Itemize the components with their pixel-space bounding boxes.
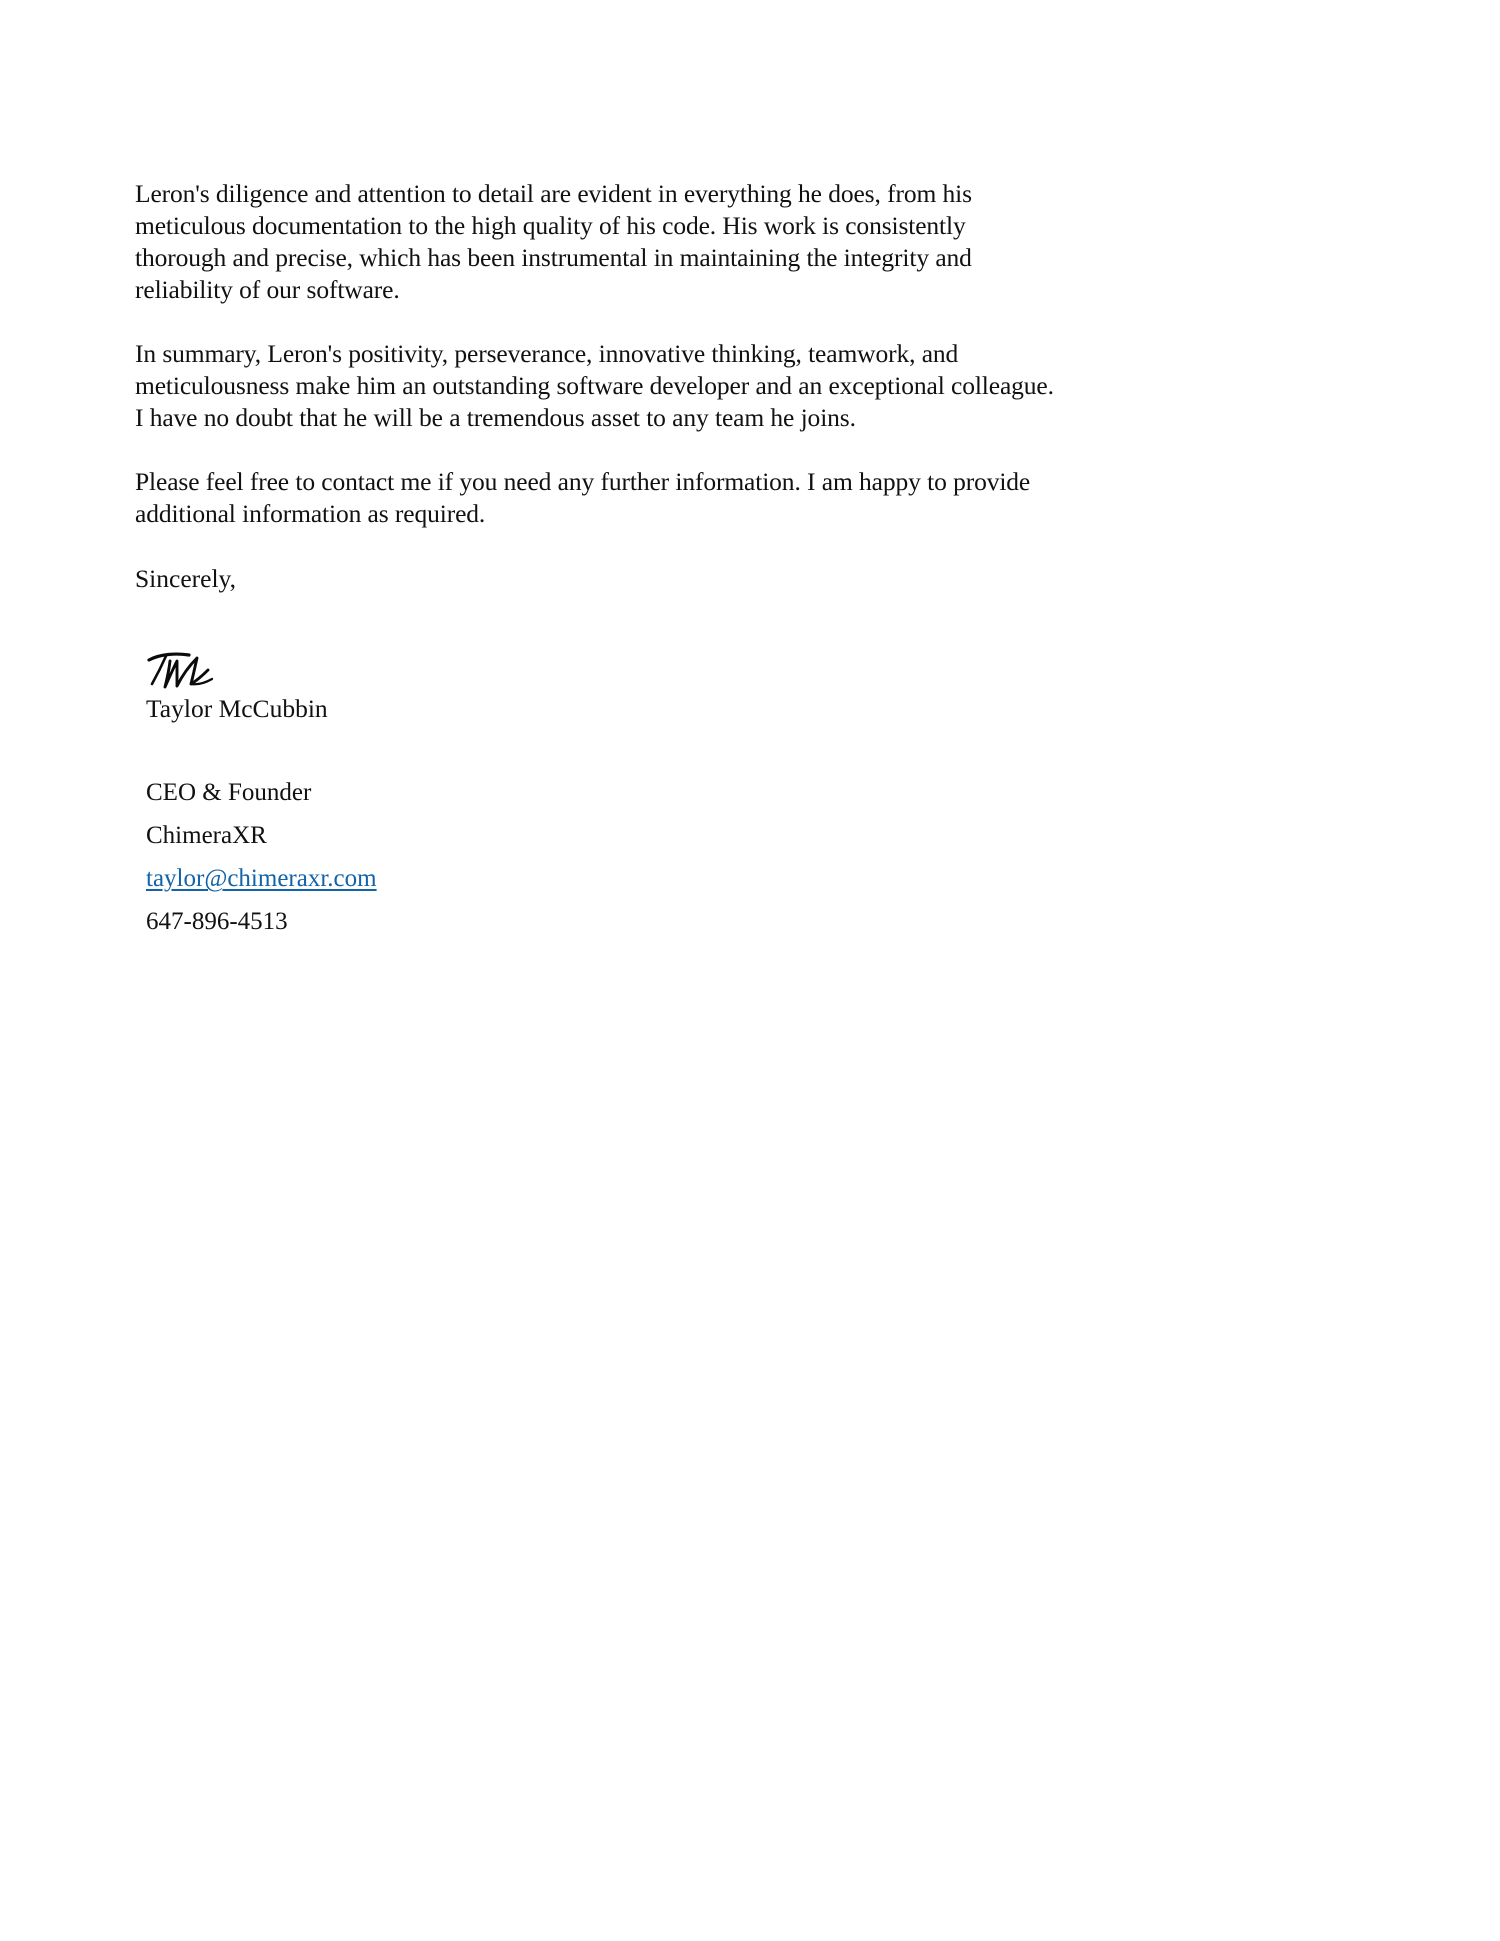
paragraph-summary: In summary, Leron's positivity, perseverance, innovative thinking, teamwork, and meticulousness make him an outstanding software developer and an exceptional colleague. I have no doubt that he will be a tremendous asset to any team he joins. [135,339,1054,432]
signer-name: Taylor McCubbin [146,694,328,723]
contact-company: ChimeraXR [146,822,267,849]
closing-salutation: Sincerely, [135,564,237,593]
contact-phone: 647-896-4513 [146,908,288,935]
paragraph-contact-offer: Please feel free to contact me if you need any further information. I am happy to provide additional information as required. [135,467,1031,528]
email-link[interactable]: taylor@chimeraxr.com [146,865,377,892]
contact-email-line [146,864,746,894]
letter-body [135,178,1060,530]
contact-block [146,778,746,937]
signature-block [146,648,746,724]
signature-icon [146,648,216,692]
paragraph-diligence: Leron's diligence and attention to detail are evident in everything he does, from his meticulous documentation to the high quality of his code. His work is consistently thorough and precise, which has been instrumental in maintaining the integrity and reliability of our software. [135,179,972,304]
contact-title: CEO & Founder [146,779,312,806]
